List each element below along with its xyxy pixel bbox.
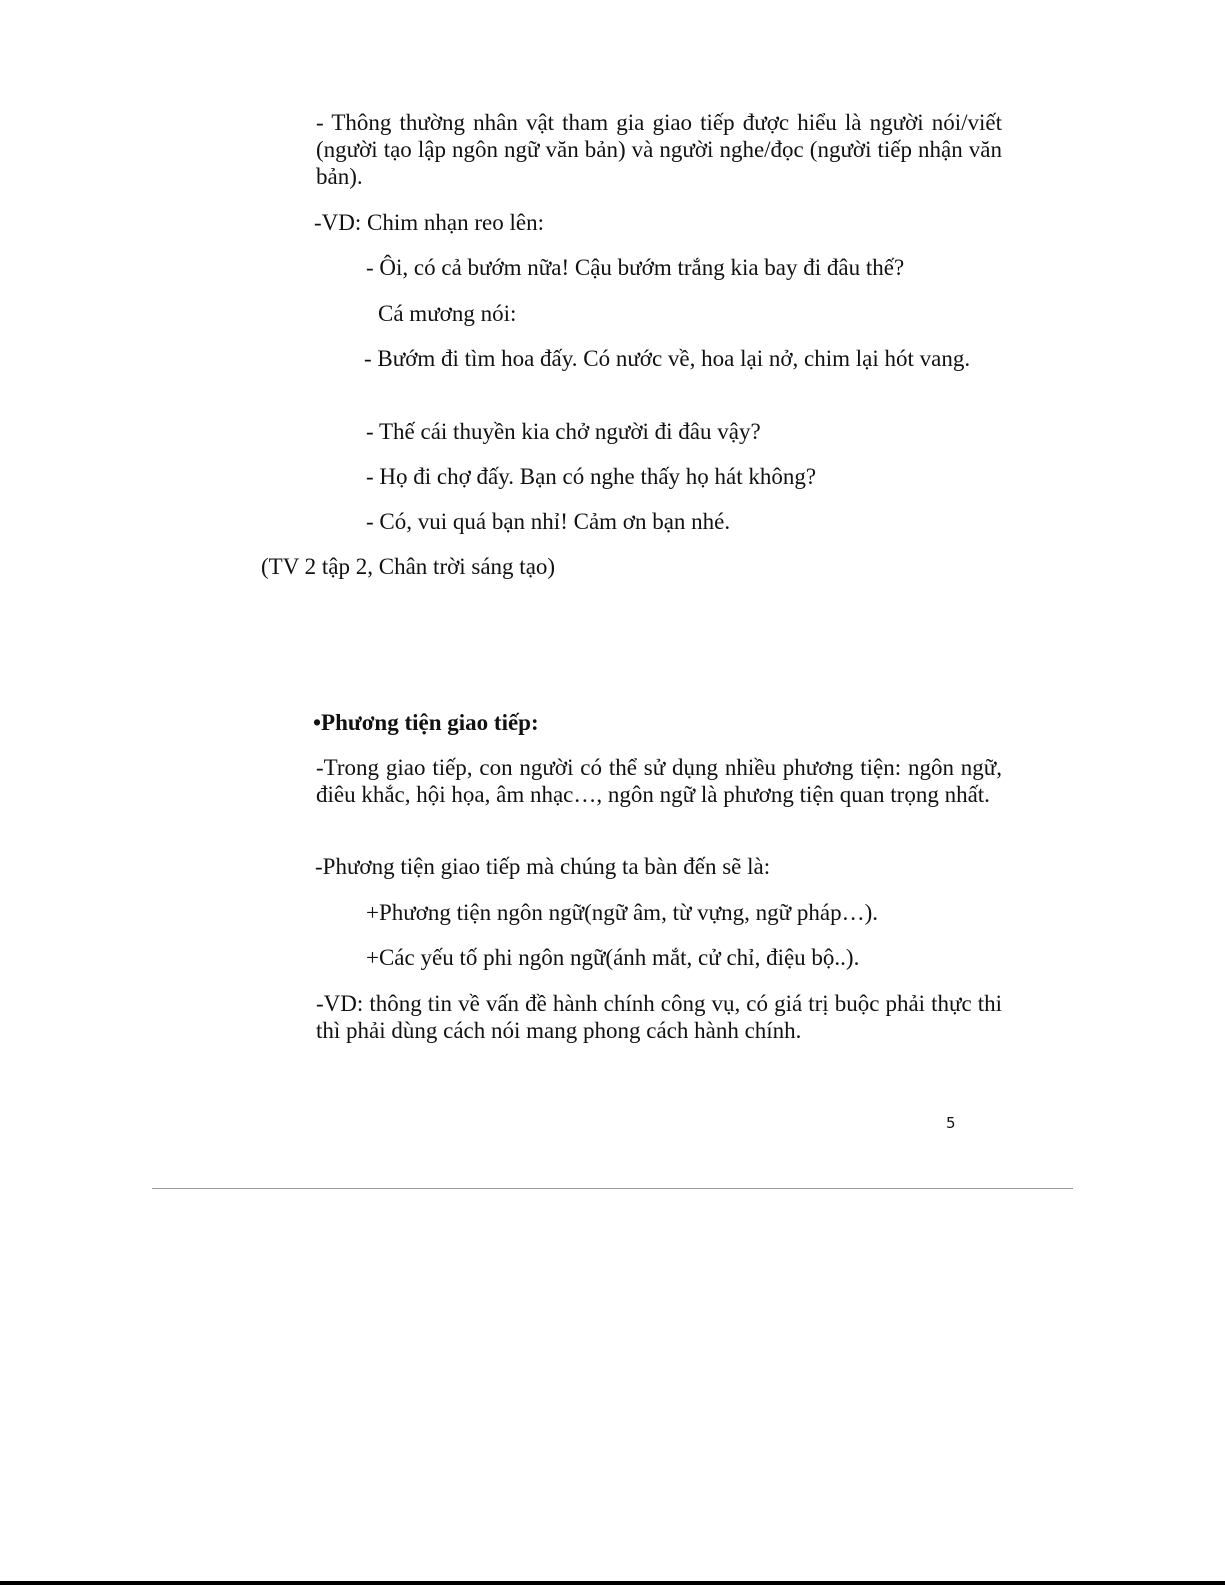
dialogue-line: - Bướm đi tìm hoa đấy. Có nước về, hoa lại nở, chim lại hót vang. (364, 346, 971, 371)
dialogue-line: - Có, vui quá bạn nhỉ! Cảm ơn bạn nhé. (366, 509, 731, 534)
dialogue-line: - Họ đi chợ đấy. Bạn có nghe thấy họ hát không? (366, 464, 817, 489)
section-heading: •Phương tiện giao tiếp: (313, 710, 539, 735)
page-number: 5 (946, 1114, 956, 1132)
dialogue-line: - Ôi, có cả bướm nữa! Cậu bướm trắng kia bay đi đâu thế? (366, 255, 905, 280)
paragraph-means-list-intro: -Phương tiện giao tiếp mà chúng ta bàn đến sẽ là: (315, 854, 771, 879)
dialogue-narration: Cá mương nói: (378, 301, 517, 326)
bottom-border (0, 1581, 1225, 1585)
page-separator (152, 1188, 1073, 1189)
list-item: +Phương tiện ngôn ngữ(ngữ âm, từ vựng, ngữ pháp…). (366, 900, 878, 925)
source-citation: (TV 2 tập 2, Chân trời sáng tạo) (261, 554, 556, 579)
dialogue-line: - Thế cái thuyền kia chở người đi đâu vậy? (366, 419, 761, 444)
paragraph-participants: - Thông thường nhân vật tham gia giao tiếp được hiểu là người nói/viết (người tạo lập ngôn ngữ văn bản) và người nghe/đọc (người tiếp nhận văn bản). (316, 110, 1002, 189)
list-item: +Các yếu tố phi ngôn ngữ(ánh mắt, cử chỉ, điệu bộ..). (366, 945, 860, 970)
paragraph-means: -Trong giao tiếp, con người có thể sử dụng nhiều phương tiện: ngôn ngữ, điêu khắc, hội họa, âm nhạc…, ngôn ngữ là phương tiện quan trọng nhất. (316, 755, 1002, 807)
example-intro: -VD: Chim nhạn reo lên: (314, 210, 544, 235)
example-administrative: -VD: thông tin về vấn đề hành chính công vụ, có giá trị buộc phải thực thi thì phải dùng cách nói mang phong cách hành chính. (316, 991, 1002, 1043)
